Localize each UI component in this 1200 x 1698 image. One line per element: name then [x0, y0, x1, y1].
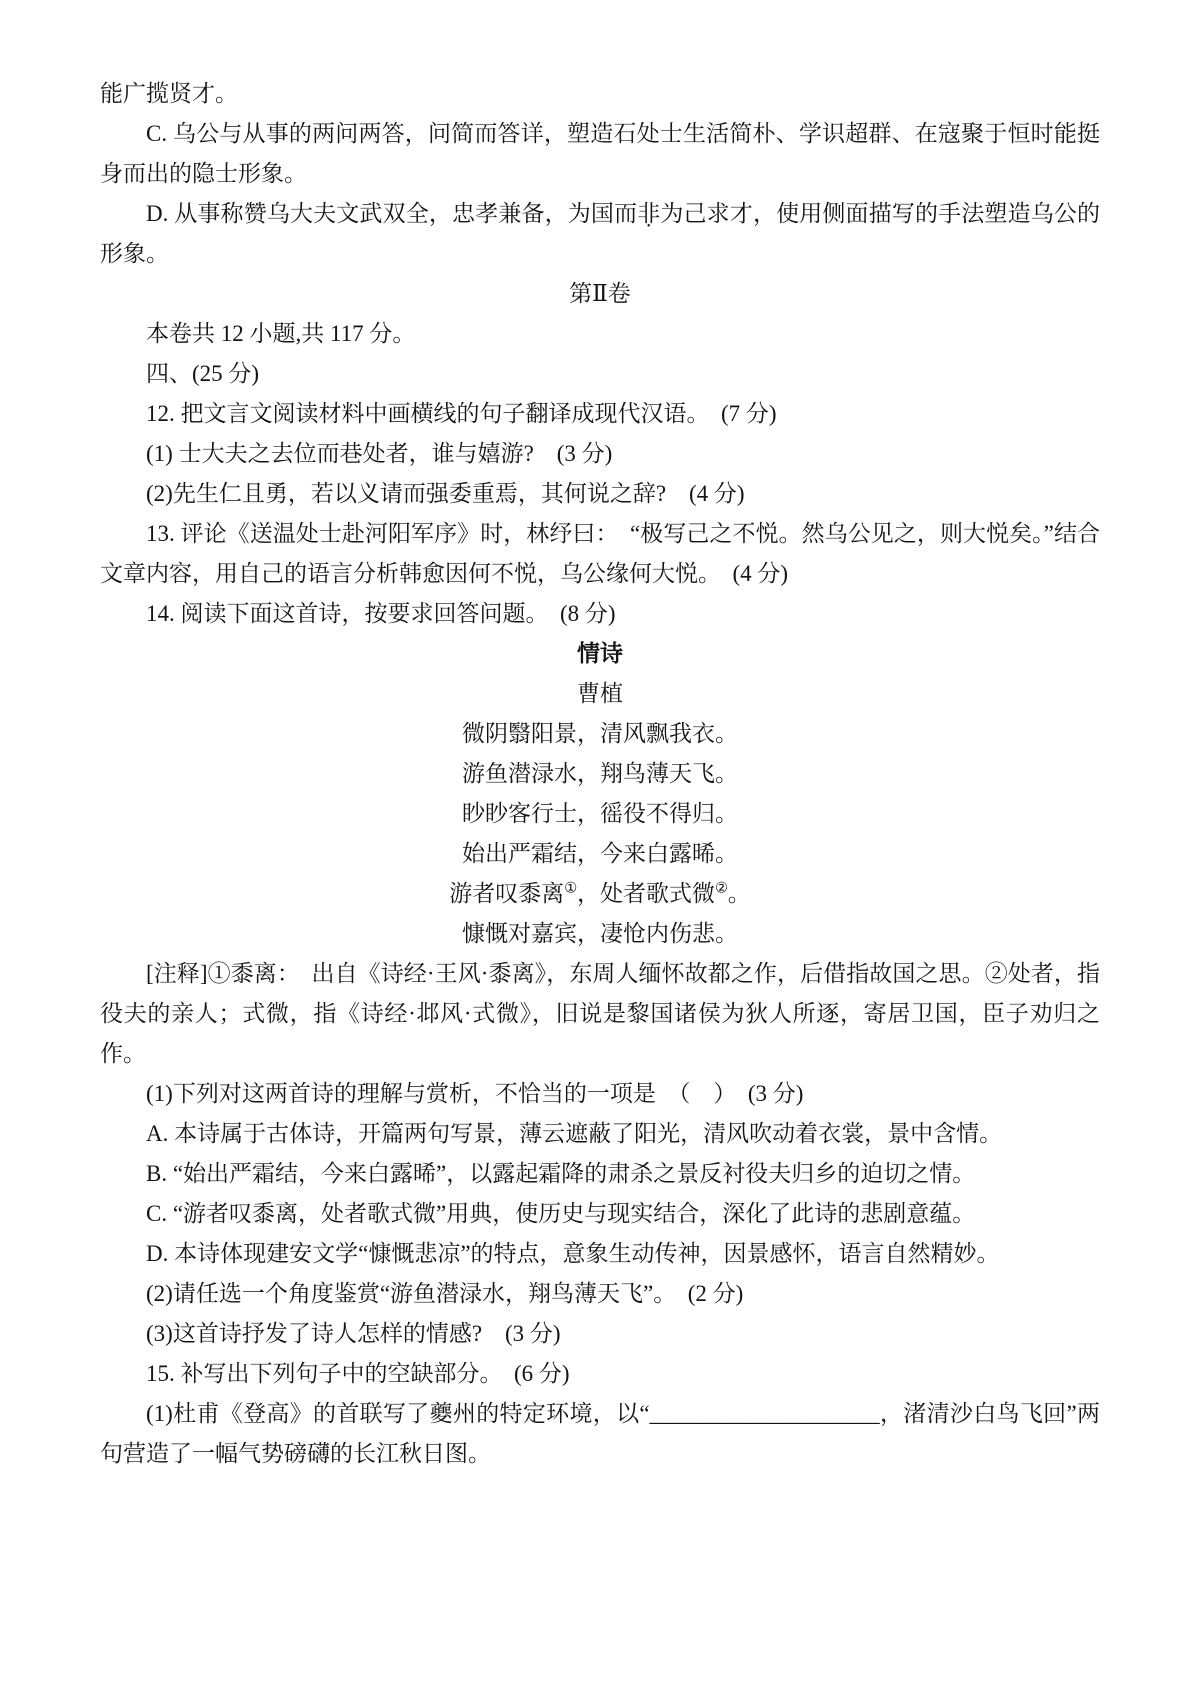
part2-summary: 本卷共 12 小题,共 117 分。 [146, 321, 416, 346]
question-14-stem: 14. 阅读下面这首诗，按要求回答问题。 (8 分) [146, 601, 616, 626]
footnote-ref-1: ① [564, 880, 577, 897]
option-d-text-pre: D. 从事称赞乌大夫文武双全，忠孝兼备，为国 [146, 201, 615, 226]
item-text-pre: (1)杜甫《登高》的首联写了夔州的特定环境，以“ [146, 1401, 650, 1426]
poem-line-text: ，处者歌式微 [577, 881, 715, 906]
question-14-sub-2: (2)请任选一个角度鉴赏“游鱼潜渌水，翔鸟薄天飞”。 (2 分) [146, 1281, 744, 1306]
question-14-sub-3: (3)这首诗抒发了诗人怎样的情感? (3 分) [146, 1321, 561, 1346]
poem-line-text: 。 [727, 881, 751, 906]
option-d-text-post: 非为己求才，使用侧面描写的手法塑造乌公的形象。 [100, 201, 1101, 266]
footnote-ref-2: ② [715, 880, 728, 897]
carryover-line: 能广揽贤才。 [100, 81, 238, 106]
poem-line: 游鱼潜渌水，翔鸟薄天飞。 [462, 761, 738, 786]
option-d-reading [100, 194, 1100, 274]
part2-heading: 第Ⅱ卷 [569, 281, 631, 306]
question-12-stem: 12. 把文言文阅读材料中画横线的句子翻译成现代汉语。 (7 分) [146, 401, 777, 426]
option-b: B. “始出严霜结，今来白露晞”，以露起霜降的肃杀之景反衬役夫归乡的迫切之情。 [146, 1161, 976, 1186]
poem-author: 曹植 [577, 681, 623, 706]
question-12-item-1: (1) 士大夫之去位而巷处者，谁与嬉游? (3 分) [146, 441, 613, 466]
emphasis-dot-char: 而 [614, 201, 638, 226]
option-a: A. 本诗属于古体诗，开篇两句写景，薄云遮蔽了阳光，清风吹动着衣裳，景中含情。 [146, 1121, 1003, 1146]
poem-line: 眇眇客行士，徭役不得归。 [462, 801, 738, 826]
poem-line-with-footnotes [100, 874, 1100, 914]
option-c: C. “游者叹黍离，处者歌式微”用典，使历史与现实结合，深化了此诗的悲剧意蕴。 [146, 1201, 976, 1226]
poem-block [100, 634, 1100, 954]
question-15-item-1 [100, 1394, 1100, 1474]
poem-notes: [注释]①黍离： 出自《诗经·王风·黍离》，东周人缅怀故都之作，后借指故国之思。②处者，指役夫的亲人；式微，指《诗经·邶风·式微》，旧说是黎国诸侯为狄人所逐，寄居卫国，臣子劝归之作。 [100, 961, 1100, 1066]
poem-title: 情诗 [577, 641, 623, 666]
fill-in-blank: ____________________ [649, 1401, 880, 1426]
option-c-reading: C. 乌公与从事的两问两答，问简而答详，塑造石处士生活简朴、学识超群、在寇聚于恒时能挺身而出的隐士形象。 [100, 121, 1100, 186]
question-15-stem: 15. 补写出下列句子中的空缺部分。 (6 分) [146, 1361, 570, 1386]
poem-line: 微阴翳阳景，清风飘我衣。 [462, 721, 738, 746]
item-text-post: ，渚清沙白鸟飞回”两句营造了一幅气势磅礴的长江秋日图。 [100, 1401, 1100, 1466]
question-14-sub-1: (1)下列对这两首诗的理解与赏析，不恰当的一项是 （ ） (3 分) [146, 1081, 804, 1106]
poem-line: 慷慨对嘉宾，凄怆内伤悲。 [462, 921, 738, 946]
section-four-heading: 四、(25 分) [146, 361, 260, 386]
option-d: D. 本诗体现建安文学“慷慨悲凉”的特点，意象生动传神，因景感怀，语言自然精妙。 [146, 1241, 1000, 1266]
question-13-stem: 13. 评论《送温处士赴河阳军序》时，林纾曰： “极写己之不悦。然乌公见之，则大悦矣。”结合文章内容，用自己的语言分析韩愈因何不悦，乌公缘何大悦。 (4 分) [100, 521, 1100, 586]
poem-line-text: 游者叹黍离 [449, 881, 565, 906]
question-12-item-2: (2)先生仁且勇，若以义请而强委重焉，其何说之辞? (4 分) [146, 481, 745, 506]
poem-line: 始出严霜结，今来白露晞。 [462, 841, 738, 866]
